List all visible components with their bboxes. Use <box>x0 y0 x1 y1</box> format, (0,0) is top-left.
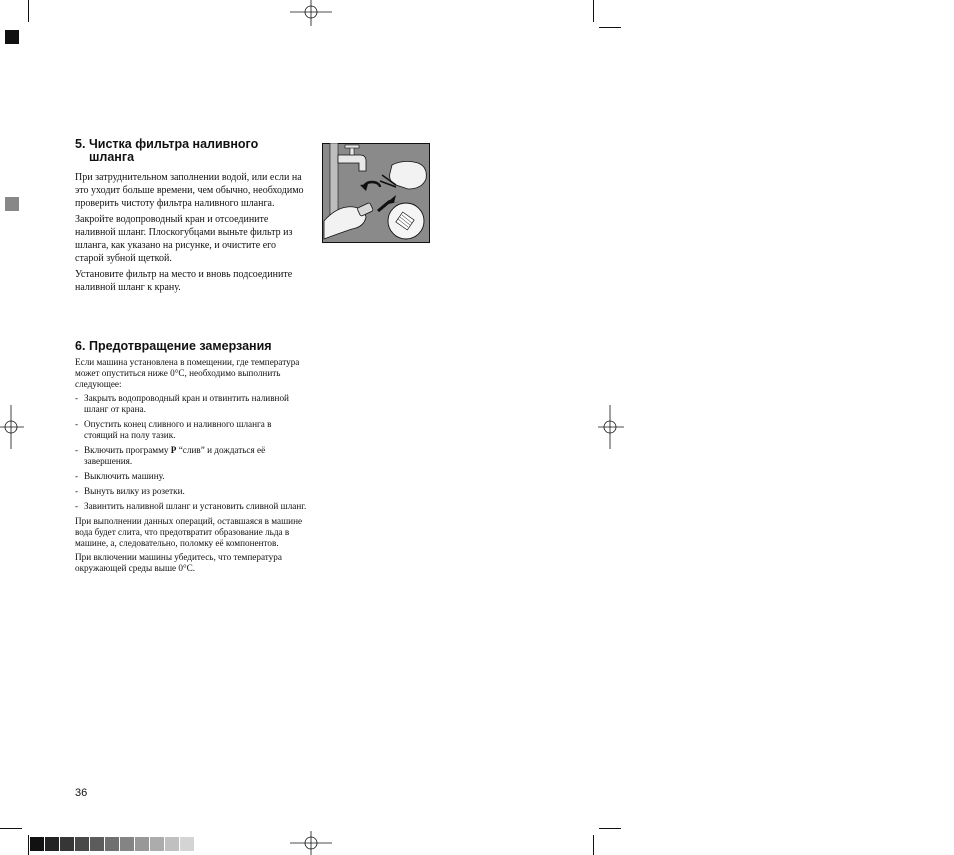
registration-mark-right <box>598 405 624 449</box>
swatch <box>90 837 104 851</box>
crop-mark-top-left <box>28 0 29 22</box>
crop-mark-bottom-right-h <box>599 828 621 829</box>
section-6-intro: Если машина установлена в помещении, где температура может опуститься ниже 0°C, необходимо выполнить следующее: <box>75 357 300 389</box>
section-5-title-line2: шланга <box>89 150 135 164</box>
section-5-paragraph-1: При затруднительном заполнении водой, или если на это уходит больше времени, чем обычно, необходимо проверить чистоту фильтра наливного шланга. <box>75 172 304 209</box>
crop-mark-top-right-v <box>593 0 594 22</box>
swatch <box>120 837 134 851</box>
filter-cleaning-illustration <box>322 143 430 243</box>
list-item: - Включить программу P “слив” и дождаться её завершения. <box>75 445 266 466</box>
section-5-paragraph-2: Закройте водопроводный кран и отсоедините наливной шланг. Плоскогубцами выньте фильтр из шланга, как указано на рисунке, и очистите его старой зубной щеткой. <box>75 214 293 264</box>
section-6-title <box>75 340 307 353</box>
crop-mark-bottom-right-v <box>593 835 594 855</box>
program-p-label: P <box>170 445 177 455</box>
section-5-title <box>75 138 307 164</box>
swatch <box>30 837 44 851</box>
swatch <box>105 837 119 851</box>
registration-mark-top <box>290 0 332 26</box>
list-item: - Опустить конец сливного и наливного шланга в стоящий на полу тазик. <box>75 419 272 440</box>
registration-mark-left <box>0 405 24 449</box>
swatch <box>135 837 149 851</box>
crop-mark-bottom-left-v <box>28 835 29 855</box>
list-item: - Закрыть водопроводный кран и отвинтить наливной шланг от крана. <box>75 393 289 414</box>
section-6-steps <box>75 393 307 512</box>
section-6-title-text: Предотвращение замерзания <box>89 339 272 353</box>
crop-mark-bottom-left-h <box>0 828 22 829</box>
swatch <box>60 837 74 851</box>
swatch <box>180 837 194 851</box>
list-item: - Вынуть вилку из розетки. <box>75 486 185 496</box>
swatch <box>45 837 59 851</box>
tab-marker-grey <box>5 197 19 211</box>
section-6-outro-1: При выполнении данных операций, оставшаяся в машине вода будет слита, что предотвратит образование льда в машине, а, следовательно, поломку её компонентов. <box>75 516 303 548</box>
crop-mark-top-right-h <box>599 27 621 28</box>
section-6-number: 6. <box>75 339 86 353</box>
section-6 <box>75 340 307 577</box>
section-5-title-line1: Чистка фильтра наливного <box>89 137 259 151</box>
section-5 <box>75 138 307 297</box>
swatch <box>150 837 164 851</box>
swatch <box>165 837 179 851</box>
registration-mark-bottom <box>290 831 332 855</box>
section-5-paragraph-3: Установите фильтр на место и вновь подсоедините наливной шланг к крану. <box>75 269 293 293</box>
list-item: - Завинтить наливной шланг и установить сливной шланг. <box>75 501 307 511</box>
tab-marker-black <box>5 30 19 44</box>
section-6-outro-2: При включении машины убедитесь, что температура окружающей среды выше 0°C. <box>75 552 282 573</box>
list-item: - Выключить машину. <box>75 471 165 481</box>
section-5-number: 5. <box>75 137 86 151</box>
page-number: 36 <box>75 787 88 799</box>
swatch <box>75 837 89 851</box>
